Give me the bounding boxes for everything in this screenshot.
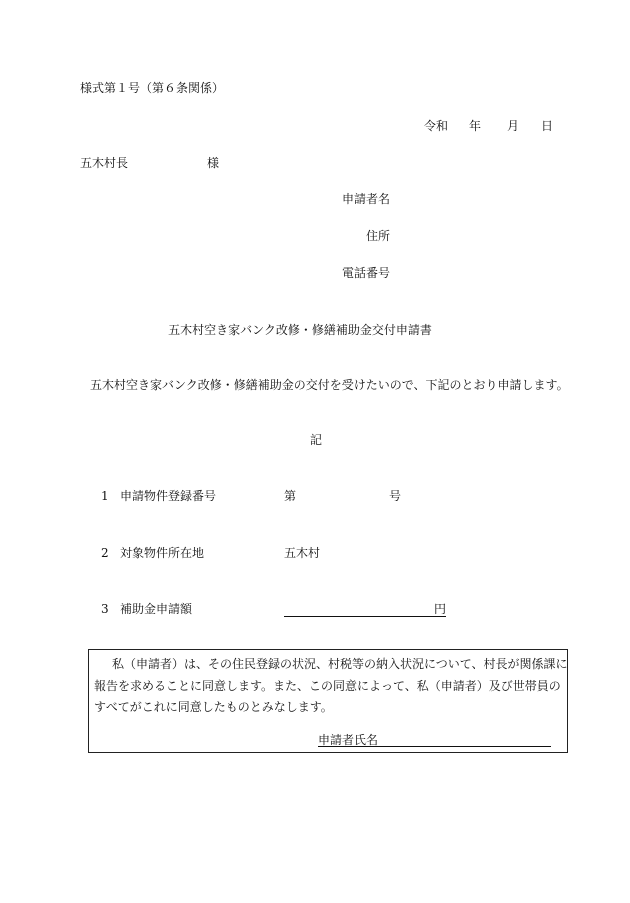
item-2-value: 五木村 [284, 546, 321, 560]
item-1-label: 申請物件登録番号 [120, 489, 217, 503]
signature-underline [318, 746, 551, 747]
applicant-name-label: 申請者名 [342, 192, 391, 206]
consent-line-2: 報告を求めることに同意します。また、この同意によって、私（申請者）及び世帯員の [94, 679, 561, 693]
consent-line-1: 私（申請者）は、その住民登録の状況、村税等の納入状況について、村長が関係課に [112, 657, 568, 671]
date-era: 令和 [424, 119, 449, 133]
date-month: 月 [507, 119, 520, 133]
form-number: 様式第１号（第６条関係） [80, 81, 225, 95]
item-1-suffix: 号 [389, 489, 402, 503]
item-3-number: 3 [101, 602, 109, 616]
item-2-number: 2 [101, 546, 109, 560]
document-title: 五木村空き家バンク改修・修繕補助金交付申請書 [168, 323, 432, 337]
item-1-number: 1 [101, 489, 109, 503]
item-1-prefix: 第 [284, 489, 297, 503]
body-text: 五木村空き家バンク改修・修繕補助金の交付を受けたいので、下記のとおり申請します。 [90, 378, 569, 392]
item-3-label: 補助金申請額 [120, 602, 193, 616]
amount-underline [284, 616, 446, 617]
applicant-address-label: 住所 [366, 229, 391, 243]
addressee-name: 五木村長 [80, 156, 129, 170]
date-day: 日 [541, 119, 554, 133]
addressee-honorific: 様 [207, 156, 220, 170]
applicant-phone-label: 電話番号 [342, 266, 391, 280]
consent-line-3: すべてがこれに同意したものとみなします。 [94, 700, 333, 714]
signature-label: 申請者氏名 [318, 733, 379, 747]
item-2-label: 対象物件所在地 [120, 546, 205, 560]
item-3-suffix: 円 [434, 602, 447, 616]
ki-heading: 記 [310, 433, 323, 447]
date-year: 年 [469, 119, 482, 133]
